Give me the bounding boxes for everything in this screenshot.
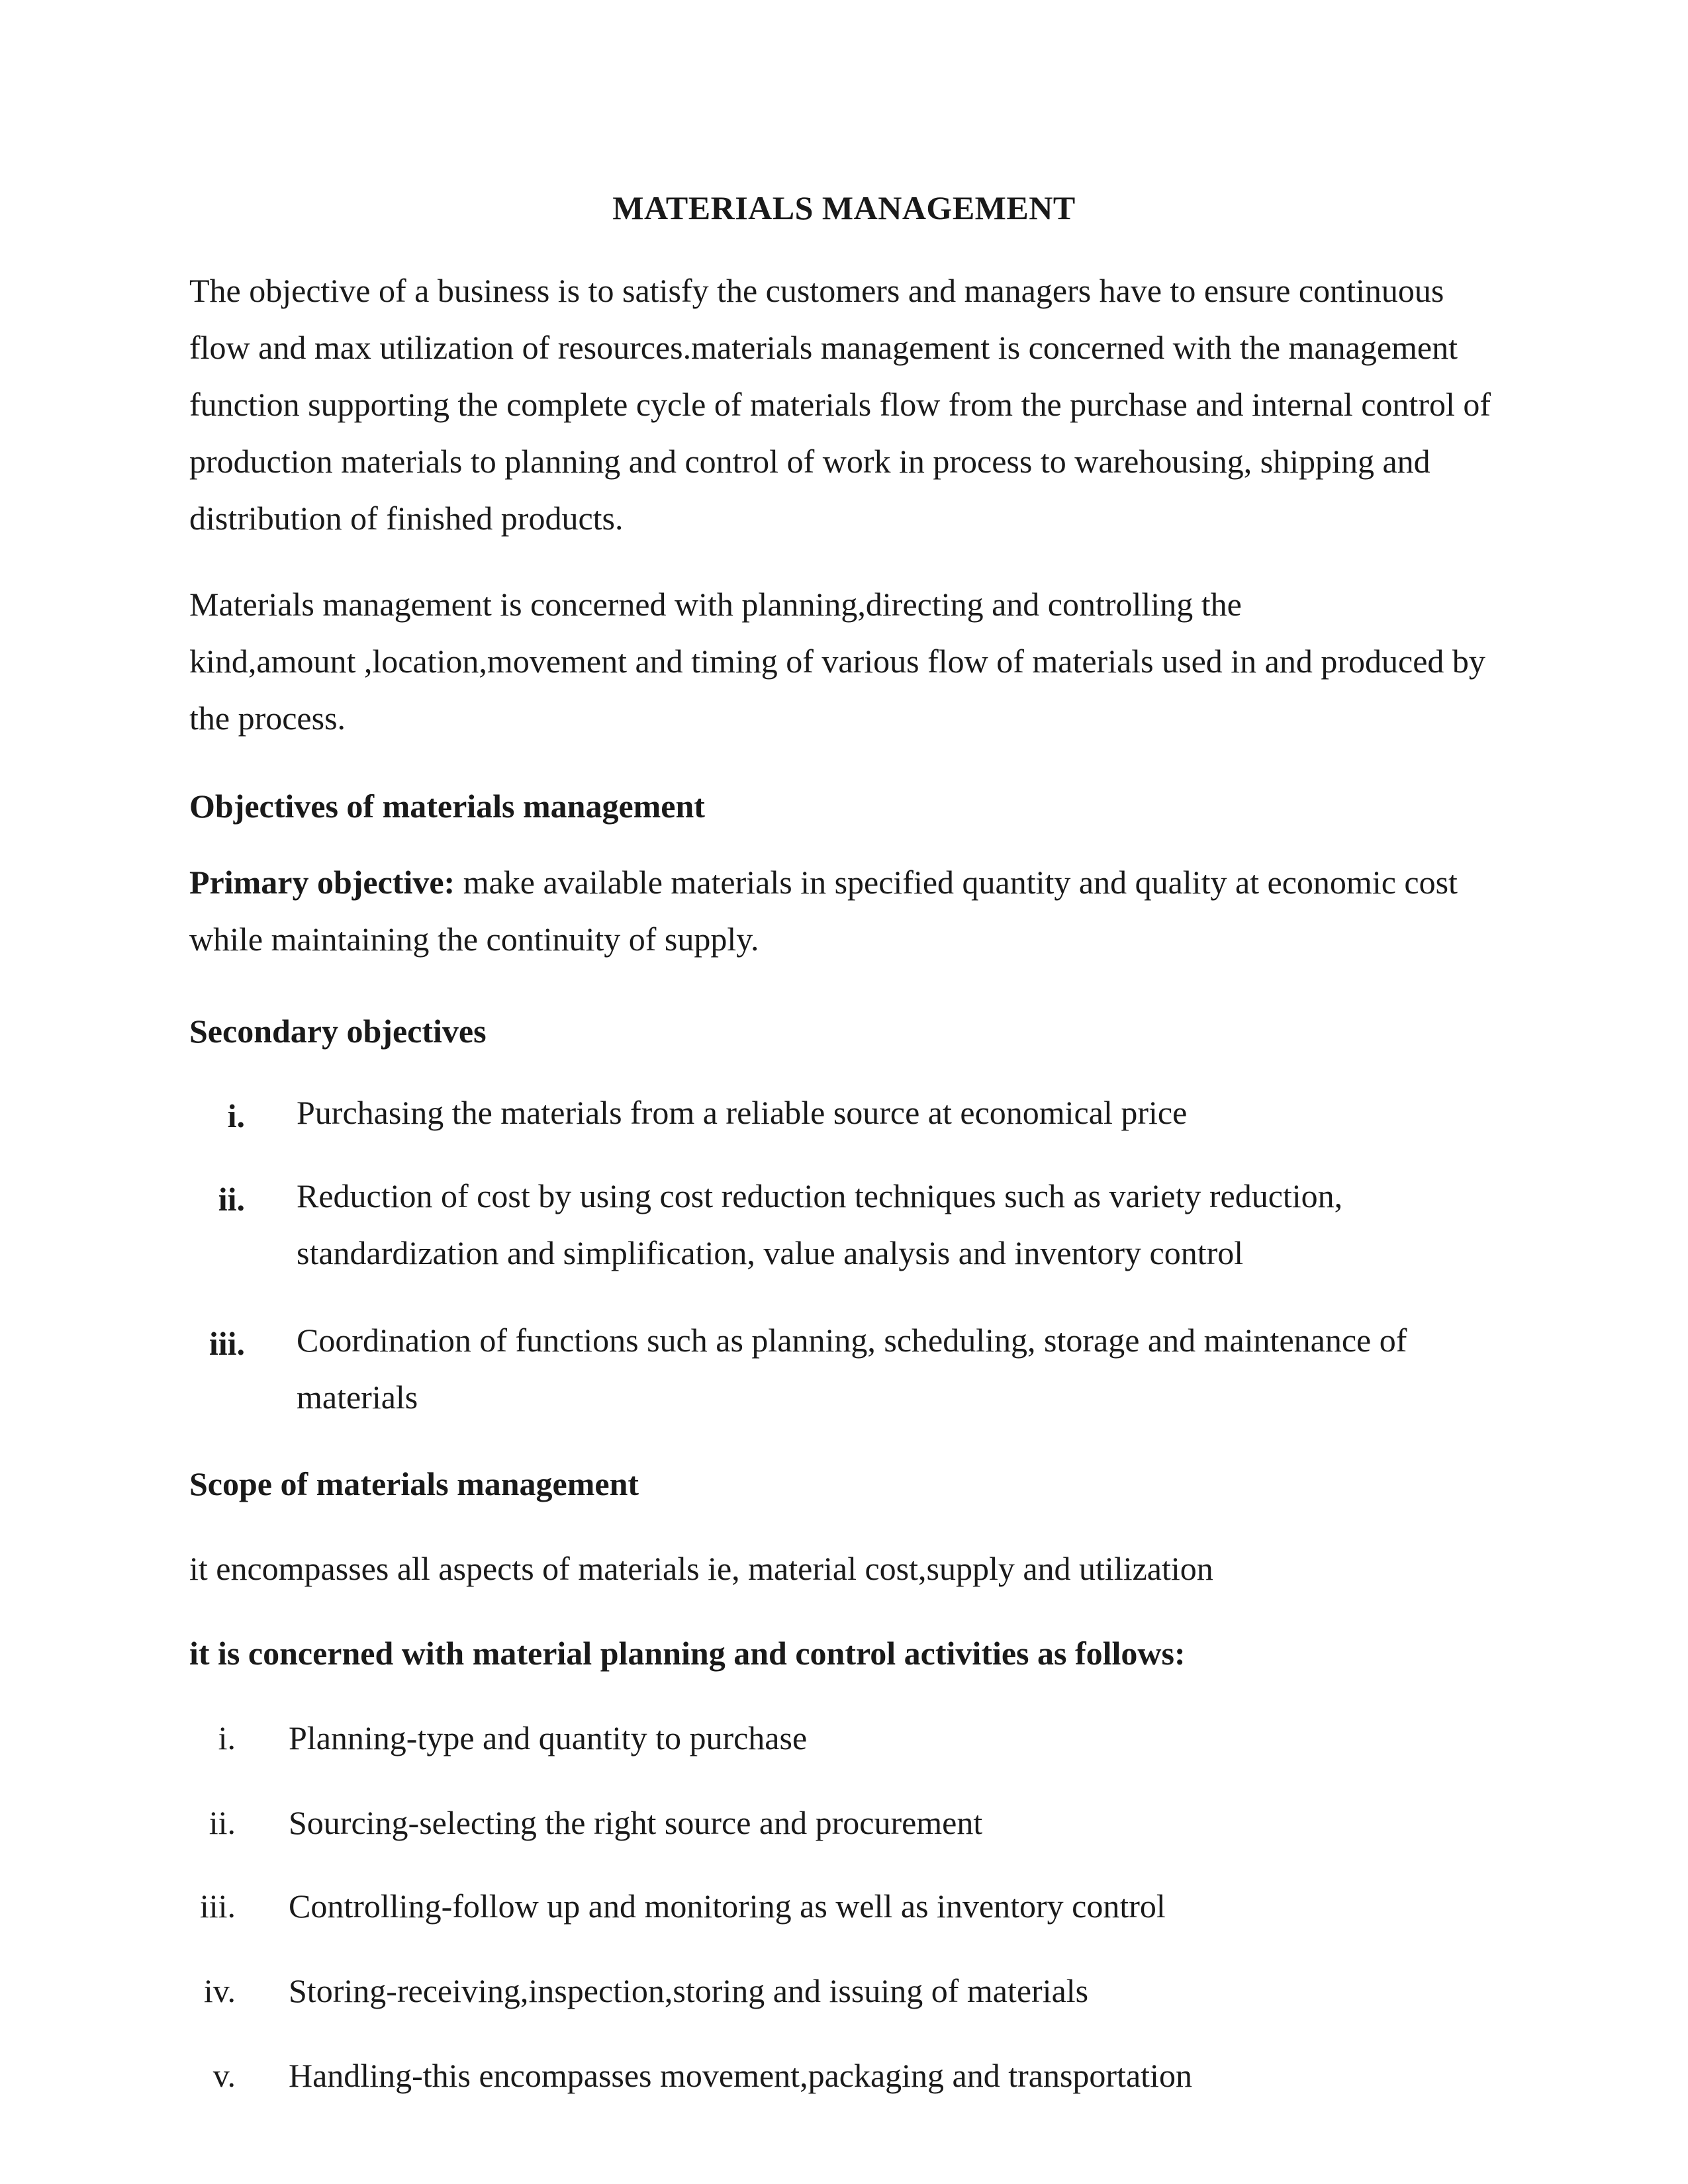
definition-paragraph xyxy=(189,576,1513,747)
intro-line: function supporting the complete cycle of materials flow from the purchase and internal control of xyxy=(189,386,1491,423)
intro-line: The objective of a business is to satisfy the customers and managers have to ensure continuous xyxy=(189,272,1444,309)
list-marker: iv. xyxy=(203,1972,236,2009)
definition-line: the process. xyxy=(189,700,346,737)
list-item: Planning-type and quantity to purchase xyxy=(289,1719,808,1756)
activities-heading: it is concerned with material planning and control activities as follows: xyxy=(189,1635,1186,1672)
list-marker: i. xyxy=(227,1097,245,1134)
list-item: Sourcing-selecting the right source and procurement xyxy=(289,1804,983,1841)
secondary-objectives-heading: Secondary objectives xyxy=(189,1013,487,1050)
page-title: MATERIALS MANAGEMENT xyxy=(612,189,1076,226)
list-item: Storing-receiving,inspection,storing and issuing of materials xyxy=(289,1972,1089,2009)
intro-line: production materials to planning and control of work in process to warehousing, shipping and xyxy=(189,443,1430,480)
scope-text: it encompasses all aspects of materials ie, material cost,supply and utilization xyxy=(189,1550,1213,1587)
list-marker: v. xyxy=(212,2057,236,2094)
list-item: Coordination of functions such as planning, scheduling, storage and maintenance of materials xyxy=(297,1322,1407,1416)
primary-objective-text: while maintaining the continuity of supply. xyxy=(189,921,759,958)
primary-objective-label: Primary objective: xyxy=(189,864,455,901)
list-item: Controlling-follow up and monitoring as well as inventory control xyxy=(289,1888,1166,1925)
list-marker: iii. xyxy=(199,1888,236,1925)
list-item: Purchasing the materials from a reliable source at economical price xyxy=(297,1094,1188,1131)
definition-line: kind,amount ,location,movement and timing of various flow of materials used in and produced by xyxy=(189,643,1485,680)
list-marker: ii. xyxy=(209,1804,236,1841)
definition-line: Materials management is concerned with planning,directing and controlling the xyxy=(189,586,1242,623)
intro-paragraph xyxy=(189,262,1513,547)
objectives-heading: Objectives of materials management xyxy=(189,788,705,825)
list-marker: iii. xyxy=(209,1325,245,1362)
primary-objective xyxy=(189,854,1513,968)
list-item: Reduction of cost by using cost reduction techniques such as variety reduction, standardization and simplification, value analysis and inventory control xyxy=(297,1177,1343,1271)
list-marker: i. xyxy=(218,1719,236,1756)
list-item: Handling-this encompasses movement,packaging and transportation xyxy=(289,2057,1192,2094)
intro-line: flow and max utilization of resources.materials management is concerned with the management xyxy=(189,329,1458,366)
primary-objective-text: make available materials in specified quantity and quality at economic cost xyxy=(463,864,1458,901)
intro-line: distribution of finished products. xyxy=(189,500,624,537)
list-marker: ii. xyxy=(218,1181,245,1218)
scope-heading: Scope of materials management xyxy=(189,1465,639,1502)
